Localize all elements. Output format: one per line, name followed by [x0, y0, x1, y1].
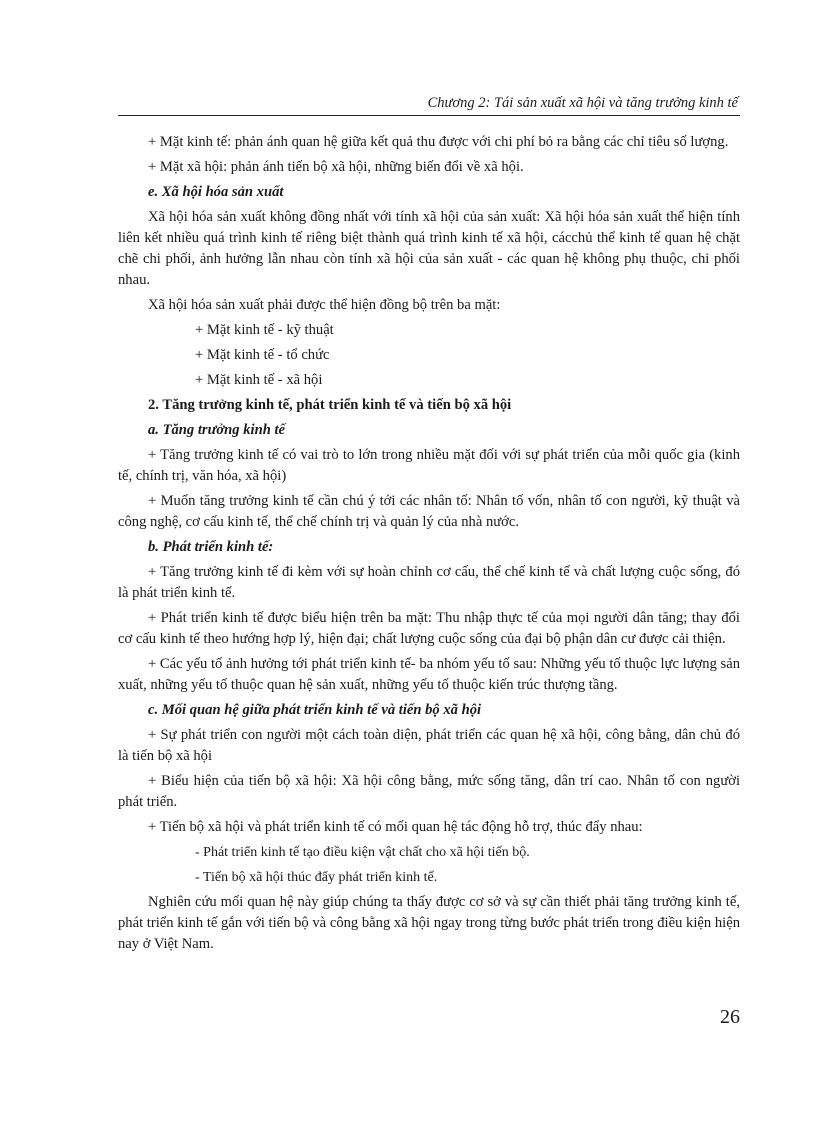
- page-body: [118, 132, 740, 959]
- list-item-progress-drives-development: - Tiến bộ xã hội thúc đẩy phát triển kinh tế.: [195, 870, 438, 885]
- paragraph-three-aspects-intro: Xã hội hóa sản xuất phải được thể hiện đồng bộ trên ba mặt:: [148, 297, 501, 313]
- paragraph-growth-factors: + Muốn tăng trưởng kinh tế cần chú ý tới các nhân tố: Nhân tố vốn, nhân tố con người, kỹ thuật và công nghệ, cơ cấu kinh tế, thể chế chính trị và quản lý của nhà nước.: [118, 493, 740, 530]
- list-item-economic-technical: + Mặt kinh tế - kỹ thuật: [195, 322, 334, 338]
- heading-economic-development: b. Phát triển kinh tế:: [148, 539, 274, 555]
- heading-socialization-of-production: e. Xã hội hóa sản xuất: [148, 184, 284, 200]
- section-heading-2: 2. Tăng trưởng kinh tế, phát triển kinh tế và tiến bộ xã hội: [148, 397, 512, 413]
- paragraph-social-aspect: + Mặt xã hội: phản ánh tiến bộ xã hội, những biến đổi về xã hội.: [148, 159, 524, 175]
- header-rule: [118, 115, 740, 116]
- heading-development-progress-relation: c. Mối quan hệ giữa phát triển kinh tế và tiến bộ xã hội: [148, 702, 482, 718]
- paragraph-social-progress-definition: + Sự phát triển con người một cách toàn diện, phát triển các quan hệ xã hội, công bằng, dân chủ đó là tiến bộ xã hội: [118, 727, 740, 764]
- paragraph-mutual-relation: + Tiến bộ xã hội và phát triển kinh tế có mối quan hệ tác động hỗ trợ, thúc đẩy nhau:: [148, 819, 643, 835]
- list-item-economic-social: + Mặt kinh tế - xã hội: [195, 372, 323, 388]
- paragraph-development-factors: + Các yếu tố ảnh hưởng tới phát triển kinh tế- ba nhóm yếu tố sau: Những yếu tố thuộc lực lượng sản xuất, những yếu tố thuộc quan hệ sản xuất, những yếu tố thuộc kiến trúc thượng tầng.: [118, 656, 740, 693]
- paragraph-conclusion: Nghiên cứu mối quan hệ này giúp chúng ta thấy được cơ sở và sự cần thiết phải tăng trưởng kinh tế, phát triển kinh tế gắn với tiến bộ và công bằng xã hội ngay trong từng bước phát triển trong điều kiện hiện nay ở Việt Nam.: [118, 894, 740, 952]
- list-item-economic-organizational: + Mặt kinh tế - tổ chức: [195, 347, 330, 363]
- heading-economic-growth: a. Tăng trưởng kinh tế: [148, 422, 286, 438]
- paragraph-development-definition: + Tăng trưởng kinh tế đi kèm với sự hoàn chỉnh cơ cấu, thể chế kinh tế và chất lượng cuộc sống, đó là phát triển kinh tế.: [118, 564, 740, 601]
- paragraph-development-aspects: + Phát triển kinh tế được biểu hiện trên ba mặt: Thu nhập thực tế của mọi người dân tăng; thay đổi cơ cấu kinh tế theo hướng hợp lý, hiện đại; chất lượng cuộc sống của đại bộ phận dân cư được cải thiện.: [118, 610, 740, 647]
- paragraph-social-progress-signs: + Biểu hiện của tiến bộ xã hội: Xã hội công bằng, mức sống tăng, dân trí cao. Nhân tố con người phát triển.: [118, 773, 740, 810]
- paragraph-socialization-definition: Xã hội hóa sản xuất không đồng nhất với tính xã hội của sản xuất: Xã hội hóa sản xuất thể hiện tính liên kết nhiều quá trình kinh tế riêng biệt thành quá trình kinh tế xã hội, cácchủ thể kinh tế quan hệ chặt chẽ chi phối, ảnh hưởng lẫn nhau còn tính xã hội của sản xuất - các quan hệ không phụ thuộc, chi phối nhau.: [118, 209, 740, 288]
- page-number: 26: [720, 1006, 740, 1028]
- paragraph-economic-aspect: + Mặt kinh tế: phản ánh quan hệ giữa kết quả thu được với chi phí bỏ ra bằng các chỉ tiêu số lượng.: [148, 134, 729, 150]
- running-header: Chương 2: Tái sản xuất xã hội và tăng trưởng kinh tế: [427, 95, 738, 111]
- paragraph-growth-role: + Tăng trưởng kinh tế có vai trò to lớn trong nhiều mặt đối với sự phát triển của mỗi quốc gia (kinh tế, chính trị, văn hóa, xã hội): [118, 447, 740, 484]
- list-item-development-enables-progress: - Phát triển kinh tế tạo điều kiện vật chất cho xã hội tiến bộ.: [195, 845, 530, 860]
